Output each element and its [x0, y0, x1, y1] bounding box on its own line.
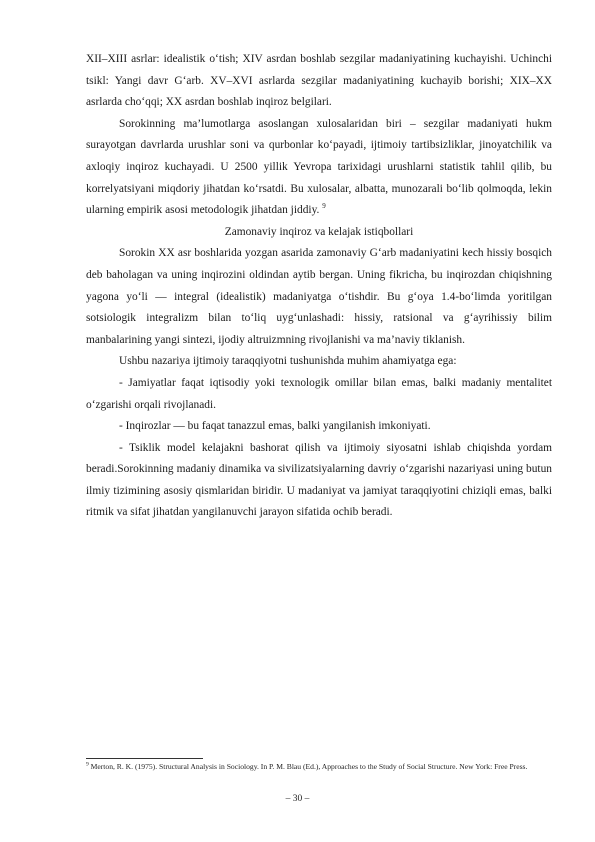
- list-item-crisis: - Inqirozlar — bu faqat tanazzul emas, balki yangilanish imkoniyati.: [119, 420, 431, 433]
- paragraph-cycles: XII–XIII asrlar: idealistik o‘tish; XIV asrdan boshlab sezgilar madaniyatining kuchayishi. Uchinchi tsikl: Yangi davr G‘arb. XV–XVI asrlarda sezgilar madaniyatining kuchayib borishi; XIX–XX asrlarda cho‘qqi; XX asrdan boshlab inqiroz belgilari.: [86, 53, 552, 109]
- footnote-number: 9: [86, 761, 89, 768]
- footnote-text: Merton, R. K. (1975). Structural Analysis in Sociology. In P. M. Blau (Ed.), Approaches to the Study of Social Structure. New York: Free Press.: [90, 762, 528, 771]
- paragraph-theory-importance: Ushbu nazariya ijtimoiy taraqqiyotni tushunishda muhim ahamiyatga ega:: [119, 355, 457, 368]
- main-text: [86, 49, 552, 524]
- page-number: – 30 –: [285, 794, 310, 804]
- list-item-cyclic-model: - Tsiklik model kelajakni bashorat qilish va ijtimoiy siyosatni ishlab chiqishda yordam beradi.Sorokinning madaniy dinamika va sivilizatsiyalarning davriy o‘zgarishi nazariyasi uning butun ilmiy tizimining asosiy qismlaridan biridir. U madaniyat va jamiyat taraqqiyotini chiziqli emas, balki ritmik va sifat jihatdan yangilanuvchi jarayon sifatida ochib beradi.: [86, 441, 552, 519]
- footnote-divider: [86, 758, 203, 759]
- list-item-mentality: - Jamiyatlar faqat iqtisodiy yoki texnologik omillar bilan emas, balki madaniy mentalitet o‘zgarishi orqali rivojlanadi.: [86, 376, 552, 411]
- footnote: [86, 762, 552, 772]
- paragraph-sorokin-conclusions-text: Sorokinning ma’lumotlarga asoslangan xulosalaridan biri – sezgilar madaniyati hukm surayotgan davrlarda urushlar soni va qurbonlar ko‘payadi, ijtimoiy tartibsizliklar, jinoyatchilik va axloqiy inqiroz kuchayadi. U 2500 yillik Yevropa tarixidagi urushlarni statistik tahlil qilib, bu korrelyatsiyani miqdoriy jihatdan ko‘rsatdi. Bu xulosalar, albatta, munozarali bo‘lib qolmoqda, lekin ularning empirik asosi metodologik jihatdan jiddiy.: [86, 117, 552, 217]
- paragraph-modern-crisis: Sorokin XX asr boshlarida yozgan asarida zamonaviy G‘arb madaniyatini kech hissiy bosqich deb baholagan va uning inqirozini oldindan aytib bergan. Uning fikricha, bu inqirozdan chiqishning yagona yo‘li — integral (idealistik) madaniyatga o‘tishdir. Bu g‘oya 1.4-bo‘limda yoritilgan sotsiologik integralizm bilan to‘liq uyg‘unlashadi: hissiy, ratsional va g‘ayrihissiy bilim manbalarining yangi sintezi, ijodiy altruizmning rivojlanishi va ma’naviy tiklanish.: [86, 247, 552, 346]
- paragraph-sorokin-conclusions: [86, 114, 552, 222]
- section-heading: Zamonaviy inqiroz va kelajak istiqbollari: [224, 225, 414, 238]
- footnote-reference[interactable]: 9: [322, 202, 326, 211]
